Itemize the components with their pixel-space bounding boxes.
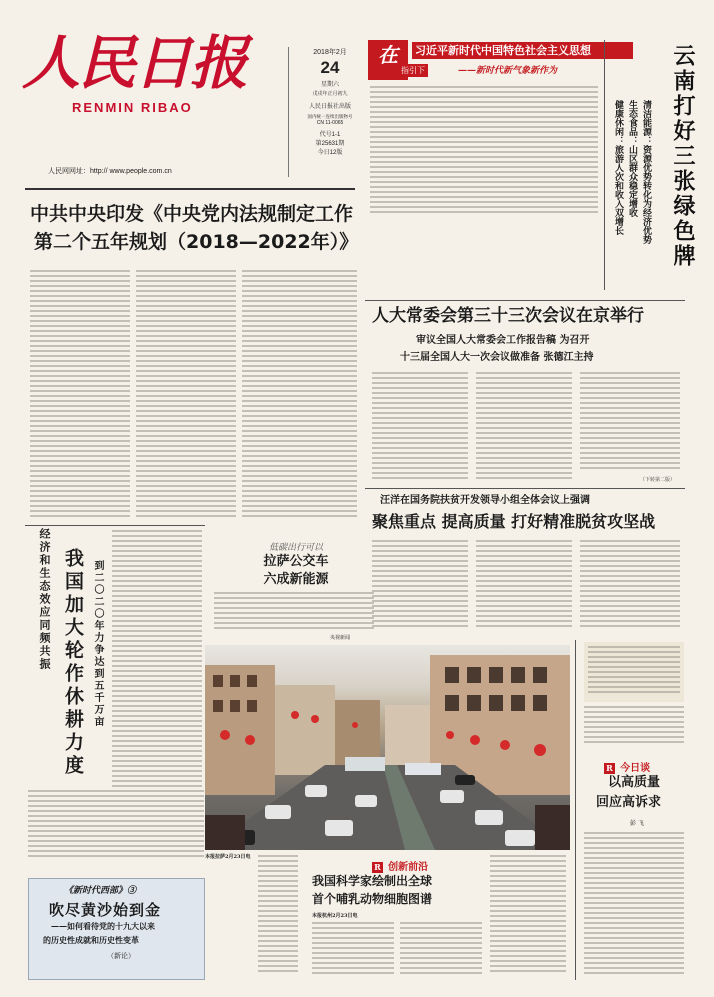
innovation-tag: 创新前沿 (388, 862, 429, 873)
article-farmland-col-1 (112, 530, 202, 790)
lhasa-street-photo (205, 645, 570, 850)
farmland-title: 我国加大轮作休耕力度 (62, 548, 84, 778)
masthead-url: 人民网网址：http:// www.people.com.cn (48, 168, 172, 175)
yunnan-sub-2: 生态食品：山区群众稳定增收 (627, 100, 637, 217)
article-yunnan-body (370, 86, 598, 216)
date-line: 2018年2月 (313, 49, 347, 56)
masthead-date-box (288, 47, 365, 177)
npc-sub-2: 十三届全国人大一次会议做准备 张德江主持 (400, 352, 594, 363)
commentary-intro-text (588, 646, 680, 698)
innovation-line1: 我国科学家绘制出全球 (312, 874, 433, 888)
photo-caption (258, 855, 298, 975)
main-headline (30, 200, 370, 256)
yunnan-title: 云南打好三张绿色牌 (670, 44, 696, 269)
logo-pinyin: RENMIN RIBAO (72, 100, 193, 115)
commentary-title-1: 以高质量 (608, 775, 661, 790)
lhasa-tag: 低碳出行可以 (268, 543, 323, 553)
article-innovation-col-3 (490, 855, 566, 977)
series-sub-1: ——如何看待党的十九大以来 (51, 921, 155, 931)
article-wangyang-col-1 (372, 540, 468, 630)
date-weekday: 星期六 (320, 82, 339, 88)
wangyang-kicker: 汪洋在国务院扶贫开发领导小组全体会议上强调 (380, 495, 590, 506)
banner-badge-char: 在 (378, 43, 398, 67)
article-innovation-col-1 (312, 922, 394, 977)
commentary-body (584, 832, 684, 977)
commentary-tag: 今日谈 (620, 763, 651, 774)
farmland-side-label: 经济和生态效应同频共振 (38, 528, 51, 671)
commentary-lead-text (584, 706, 684, 746)
serial-label: 国内统一连续出版物号 (307, 114, 353, 119)
date-day: 24 (320, 58, 340, 77)
npc-sub-1: 审议全国人大常委会工作报告稿 为召开 (416, 335, 590, 346)
article-npc-col-3 (580, 372, 680, 472)
main-headline-line1: 中共中央印发《中央党内法规制定工作 (30, 203, 354, 225)
article-main-col-2 (136, 270, 236, 520)
commentary-tag-box (604, 756, 650, 775)
yunnan-sub-3: 健康休闲：旅游人次和收入双增长 (613, 100, 623, 235)
continued-note: （下转第二版） (640, 477, 676, 483)
serial-cn: CN 11-0065 (316, 120, 344, 126)
banner (368, 40, 628, 80)
article-npc-col-1 (372, 372, 468, 480)
article-innovation-col-2 (400, 922, 482, 977)
lhasa-credit: 央视新闻 (330, 635, 351, 641)
series-tag: 《新时代西部》③ (64, 886, 137, 896)
lhasa-photo-caption (214, 592, 374, 634)
serial-issue: 第25631期 (315, 141, 345, 147)
logo-text: 人民日报 (22, 29, 247, 97)
article-wangyang-col-3 (580, 540, 680, 630)
article-farmland-col-2 (28, 790, 204, 860)
series-sign: （新论） (107, 952, 135, 960)
photo-illustration (205, 645, 570, 850)
lhasa-line1: 拉萨公交车 (263, 554, 329, 569)
banner-line2: ——新时代新气象新作为 (458, 66, 558, 76)
banner-line1: 习近平新时代中国特色社会主义思想 (412, 42, 633, 59)
main-headline-line2: 第二个五年规划（2018—2022年）》 (34, 231, 359, 253)
npc-title: 人大常委会第三十三次会议在京举行 (372, 306, 644, 326)
publisher: 人民日报社出版 (308, 104, 351, 110)
article-main-col-3 (242, 270, 357, 520)
article-npc-col-2 (476, 372, 572, 480)
serial-code: 代号1-1 (319, 132, 341, 138)
commentary-title-2: 回应高诉求 (596, 795, 662, 810)
series-sub-2: 的历史性成就和历史性变革 (43, 935, 139, 945)
innovation-line2: 首个哺乳动物细胞图谱 (312, 892, 433, 906)
innovation-lead: 本报杭州2月23日电 (312, 913, 358, 919)
masthead-logo (22, 28, 272, 128)
yunnan-sub-1: 清洁能源：资源优势转化为经济优势 (641, 100, 651, 244)
innovation-icon: R (372, 862, 383, 873)
lhasa-line2: 六成新能源 (263, 572, 329, 587)
series-box (28, 878, 205, 980)
commentary-icon: R (604, 763, 615, 774)
article-main-col-1 (30, 270, 130, 520)
date-lunar: 戊戌年正月初九 (312, 91, 348, 97)
commentary-intro (584, 642, 684, 702)
series-title: 吹尽黄沙始到金 (49, 901, 162, 919)
article-wangyang-col-2 (476, 540, 572, 630)
photo-caption-lead: 本报拉萨2月23日电 (205, 854, 251, 860)
banner-badge2: 指引下 (398, 64, 428, 77)
commentary-author: 彭 飞 (630, 820, 644, 827)
wangyang-title: 聚焦重点 提高质量 打好精准脱贫攻坚战 (372, 512, 656, 531)
pages-today: 今日12版 (317, 150, 343, 156)
lhasa-headline (226, 540, 366, 589)
farmland-sub: 到二〇二〇年力争达到五千万亩 (92, 560, 103, 728)
